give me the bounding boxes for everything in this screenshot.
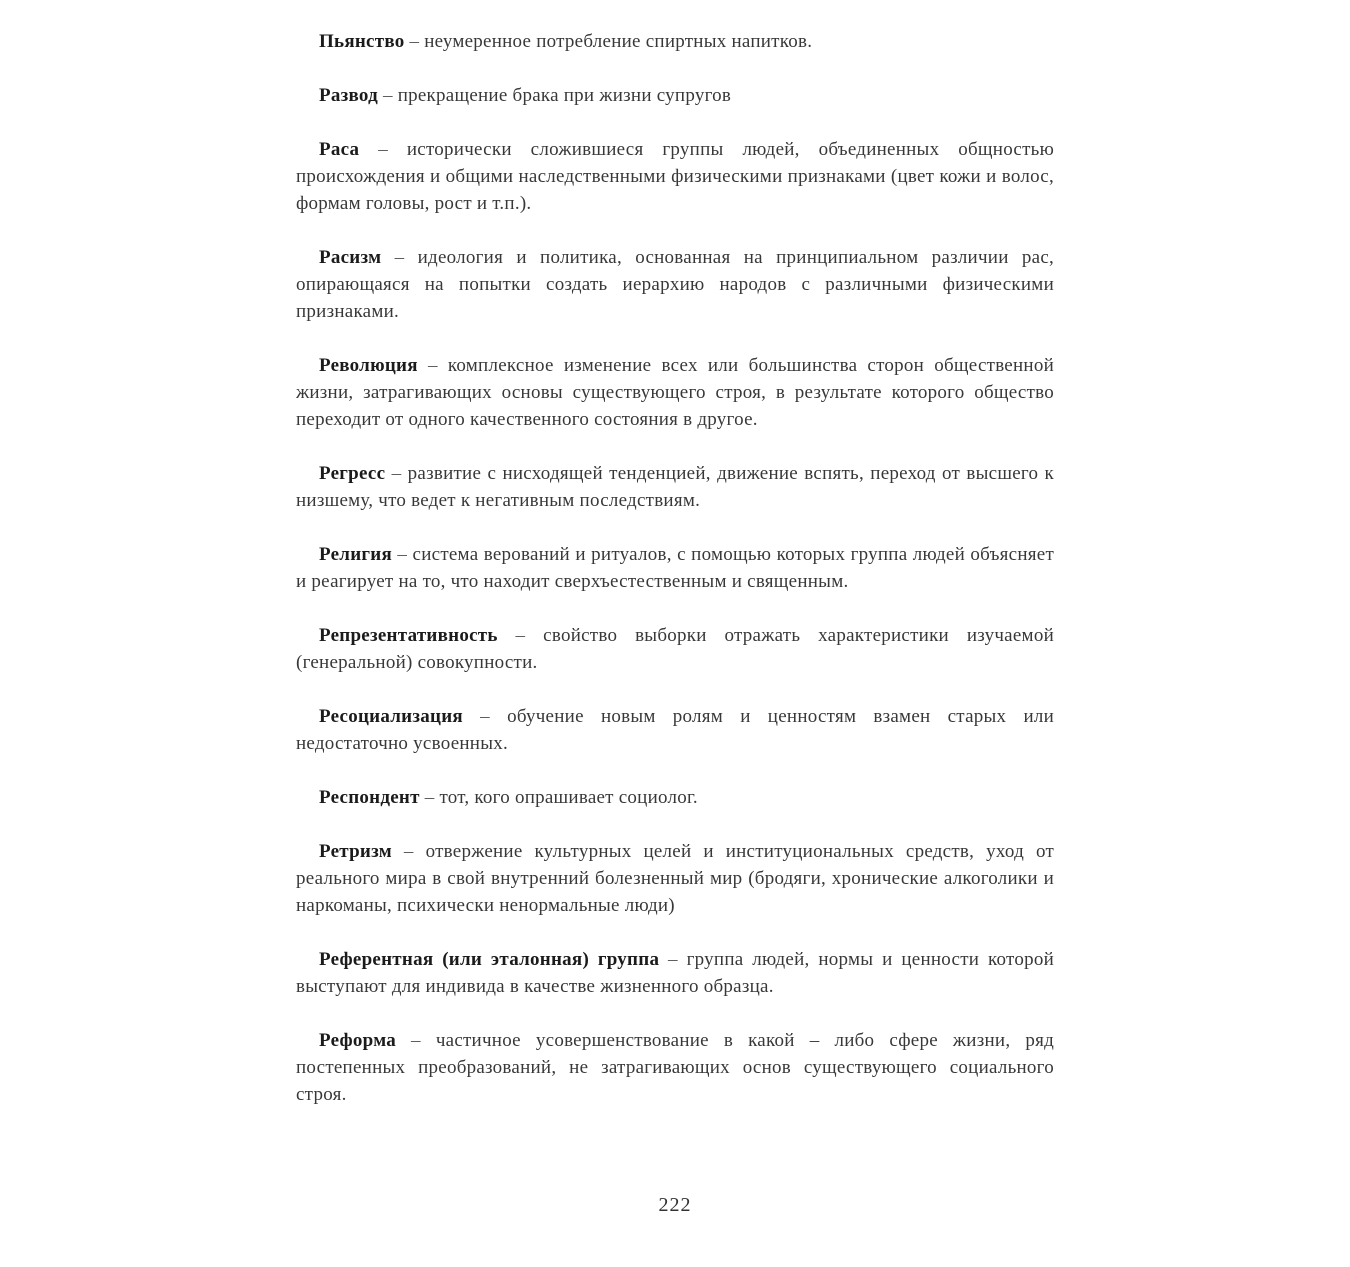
glossary-definition: комплексное изменение всех или большинства сторон общественной жизни, затрагивающих основы существующего строя, в результате которого общество переходит от одного качественного состояния в другое. [296,355,1054,430]
glossary-entry-resocialization [296,703,1054,757]
glossary-definition: отвержение культурных целей и институциональных средств, уход от реального мира в свой внутренний болезненный мир (бродяги, хронические алкоголики и наркоманы, психически ненормальные люди) [296,841,1054,916]
glossary-entry-divorce [296,82,1054,109]
term-dash: – [515,625,526,646]
glossary-entry-reform [296,1027,1054,1108]
glossary-term: Референтная (или эталонная) группа [319,949,660,970]
term-dash: – [391,463,402,484]
term-dash: – [409,31,420,52]
glossary-definition: группа людей, нормы и ценности которой выступают для индивида в качестве жизненного образца. [296,949,1055,997]
term-dash: – [382,85,393,106]
glossary-entry-revolution [296,352,1054,433]
glossary-entry-respondent [296,784,1054,811]
glossary-entry-drunkenness [296,28,1054,55]
glossary-definition: идеология и политика, основанная на принципиальном различии рас, опирающаяся на попытки создать иерархию народов с различными физическими признаками. [296,247,1055,322]
glossary-page [296,28,1054,1135]
glossary-term: Пьянство [319,31,405,52]
term-dash: – [424,787,435,808]
glossary-term: Раса [319,139,360,160]
glossary-entry-reference-group [296,946,1054,1000]
term-dash: – [480,706,490,727]
glossary-entry-race [296,136,1054,217]
glossary-definition: прекращение брака при жизни супругов [397,85,732,106]
glossary-term: Реформа [319,1030,397,1051]
term-dash: – [397,544,408,565]
glossary-term: Ретризм [319,841,392,862]
term-dash: – [668,949,678,970]
glossary-definition: свойство выборки отражать характеристики изучаемой (генеральной) совокупности. [296,625,1054,673]
glossary-term: Регресс [319,463,386,484]
glossary-term: Репрезентативность [319,625,498,646]
glossary-term: Ресоциализация [319,706,463,727]
term-dash: – [411,1030,421,1051]
glossary-term: Религия [319,544,392,565]
glossary-definition: частичное усовершенствование в какой – либо сфере жизни, ряд постепенных преобразований, не затрагивающих основ существующего социального строя. [296,1030,1055,1105]
glossary-definition: обучение новым ролям и ценностям взамен старых или недостаточно усвоенных. [296,706,1055,754]
term-dash: – [394,247,405,268]
glossary-definition: неумеренное потребление спиртных напитков. [424,31,813,52]
glossary-entry-racism [296,244,1054,325]
glossary-entry-religion [296,541,1054,595]
glossary-definition: система верований и ритуалов, с помощью которых группа людей объясняет и реагирует на то, что находит сверхъестественным и священным. [296,544,1054,592]
glossary-definition: тот, кого опрашивает социолог. [439,787,698,808]
glossary-term: Респондент [319,787,420,808]
glossary-entry-retreatism [296,838,1054,919]
glossary-entry-representativeness [296,622,1054,676]
glossary-definition: развитие с нисходящей тенденцией, движение вспять, переход от высшего к низшему, что ведет к негативным последствиям. [296,463,1055,511]
term-dash: – [403,841,414,862]
glossary-entry-regress [296,460,1054,514]
term-dash: – [378,139,388,160]
glossary-term: Революция [319,355,418,376]
glossary-term: Расизм [319,247,382,268]
glossary-term: Развод [319,85,378,106]
term-dash: – [427,355,438,376]
page-number: 222 [658,1194,692,1216]
glossary-definition: исторически сложившиеся группы людей, объединенных общностью происхождения и общими наследственными физическими признаками (цвет кожи и волос, формам головы, рост и т.п.). [296,139,1055,214]
